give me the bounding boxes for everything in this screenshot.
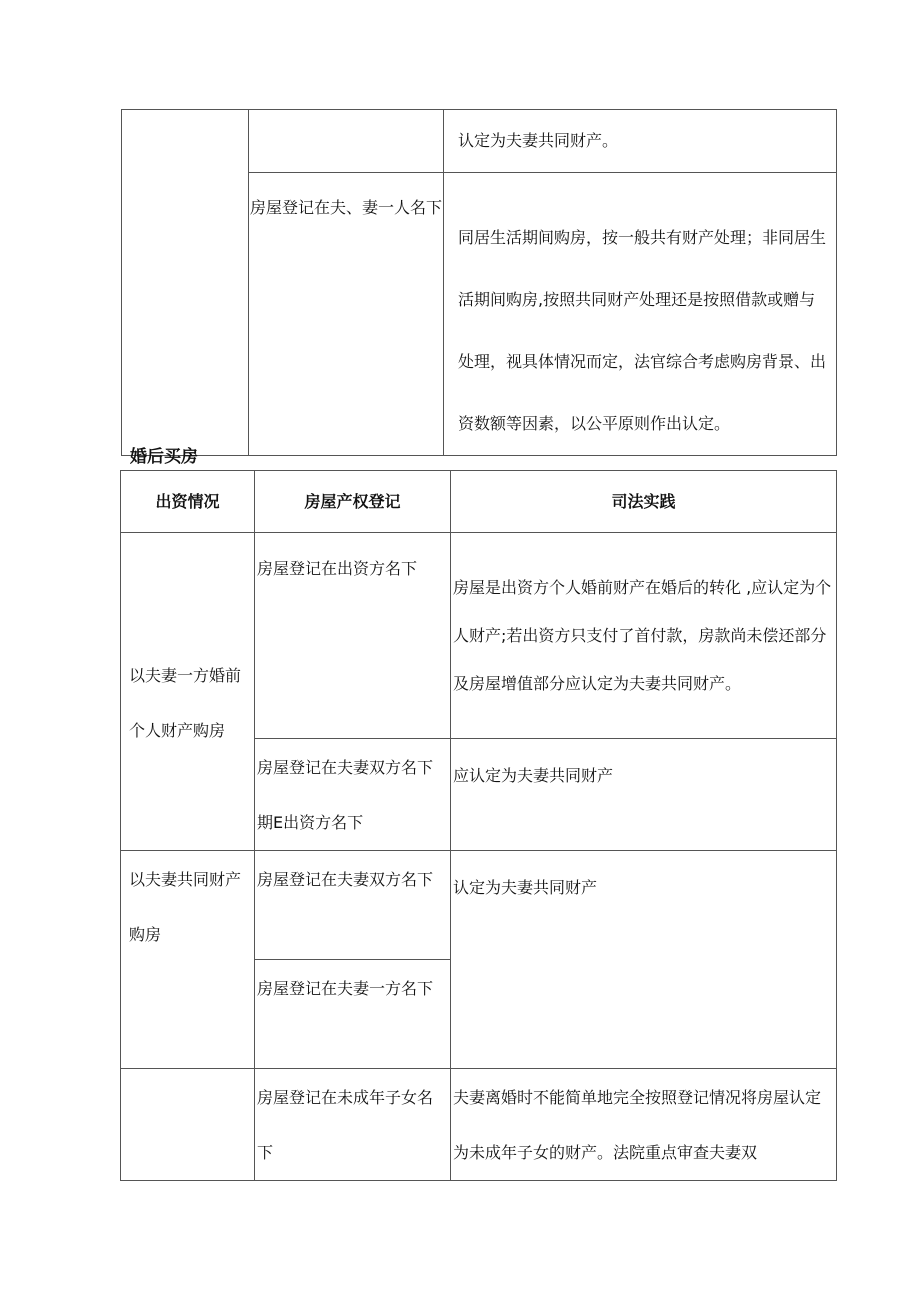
funding-cell xyxy=(121,533,255,851)
practice-cell xyxy=(444,110,837,173)
funding-cell xyxy=(121,851,255,1069)
registration-text: 房屋登记在夫妻一方名下 xyxy=(257,979,434,998)
registration-cell xyxy=(255,739,451,851)
section-title: 婚后买房 xyxy=(130,447,198,467)
table-header-row xyxy=(121,471,837,533)
practice-cell xyxy=(451,739,837,851)
registration-text: 房屋登记在夫、妻一人名下 xyxy=(250,198,443,217)
registration-cell xyxy=(255,1069,451,1181)
registration-cell xyxy=(255,960,451,1069)
registration-cell xyxy=(255,851,451,960)
table-row xyxy=(121,533,837,739)
practice-text: 认定为夫妻共同财产 xyxy=(453,878,598,897)
registration-cell xyxy=(255,533,451,739)
registration-text: 房屋登记在出资方名下 xyxy=(257,559,418,578)
funding-cell xyxy=(121,1069,255,1181)
practice-text: 同居生活期间购房，按一般共有财产处理；非同居生活期间购房,按照共同财产处理还是按照借款或赠与处理，视具体情况而定，法官综合考虑购房背景、出资数额等因素，以公平原则作出认定。 xyxy=(458,228,827,433)
continuation-table xyxy=(121,109,837,456)
table-row xyxy=(121,1069,837,1181)
header-funding: 出资情况 xyxy=(121,471,255,533)
table-cell-empty xyxy=(122,110,249,456)
header-registration: 房屋产权登记 xyxy=(255,471,451,533)
registration-text: 房屋登记在夫妻双方名下期E出资方名下 xyxy=(257,758,434,832)
registration-text: 房屋登记在夫妻双方名下 xyxy=(257,870,434,889)
practice-cell xyxy=(451,851,837,1069)
practice-text: 房屋是出资方个人婚前财产在婚后的转化 ,应认定为个人财产;若出资方只支付了首付款，房款尚未偿还部分及房屋增值部分应认定为夫妻共同财产。 xyxy=(453,577,832,693)
practice-cell xyxy=(451,533,837,739)
funding-text: 以夫妻一方婚前个人财产购房 xyxy=(129,665,242,740)
funding-text: 以夫妻共同财产购房 xyxy=(129,870,242,944)
header-practice: 司法实践 xyxy=(451,471,837,533)
practice-text: 应认定为夫妻共同财产 xyxy=(453,766,614,785)
table-cell-empty xyxy=(249,110,444,173)
registration-cell xyxy=(249,173,444,456)
practice-text: 夫妻离婚时不能简单地完全按照登记情况将房屋认定为未成年子女的财产。法院重点审查夫妻双 xyxy=(453,1088,822,1162)
purchase-after-marriage-table xyxy=(120,470,837,1181)
practice-cell xyxy=(451,1069,837,1181)
table-row xyxy=(122,110,837,173)
practice-cell xyxy=(444,173,837,456)
registration-text: 房屋登记在未成年子女名下 xyxy=(257,1088,434,1162)
table-row xyxy=(121,851,837,960)
practice-text: 认定为夫妻共同财产。 xyxy=(458,131,619,150)
